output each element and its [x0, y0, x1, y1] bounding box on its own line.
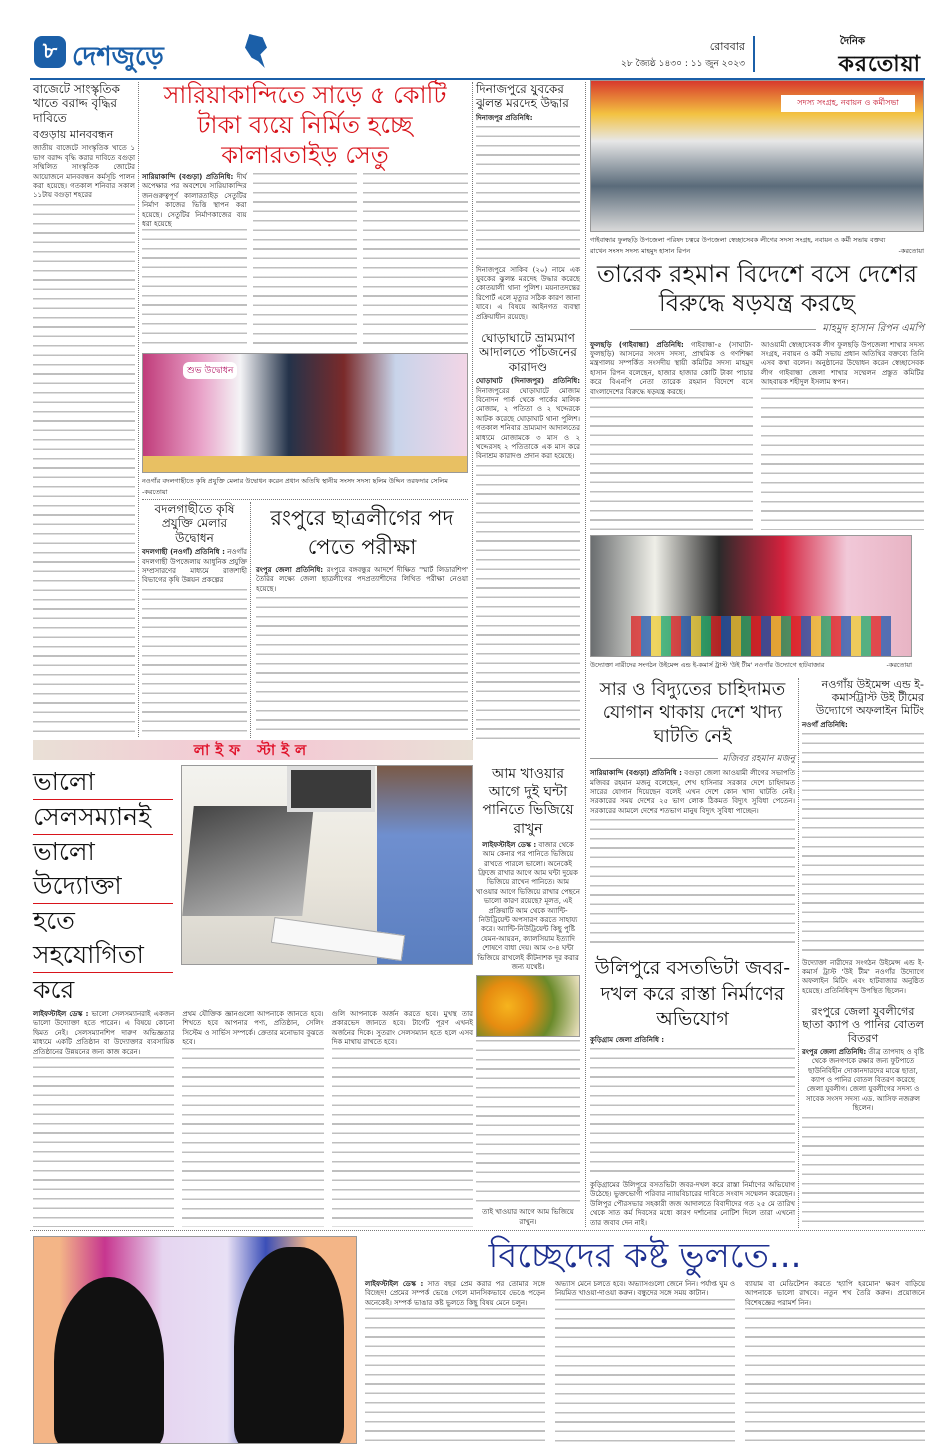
story-headline-ulipur: উলিপুরে বসতভিটা জবর-দখল করে রাস্তা নির্মাণের অভিযোগ — [594, 956, 791, 1031]
story-text-continued — [761, 388, 924, 530]
story-dateline: কুড়িগ্রাম জেলা প্রতিনিধি : — [590, 1035, 665, 1044]
story-mango — [476, 765, 580, 1227]
salesman-headline — [33, 765, 173, 1007]
story-headline: দিনাজপুরে যুবকের ঝুলন্ত মরদেহ উদ্ধার — [476, 82, 569, 111]
fulchhari-rally-photo — [590, 80, 924, 232]
story-body: দীর্ঘ অপেক্ষার পর অবশেষে সারিয়াকান্দির জনগুরুত্বপূর্ণ কালারতাইড় সেতুটির নির্মাণ কাজের ভিত্তি স্থাপন করা হয়েছে। সেতুটির নির্মাণকাজের ব্যয় ধরা হয়েছে — [142, 173, 247, 229]
story-headline: রংপুরে জেলা যুবলীগের ছাতা ক্যাপ ও পানির বোতল বিতরণ — [802, 1005, 924, 1045]
story-text-continued — [476, 465, 580, 740]
naogaon-photo-block — [590, 535, 912, 671]
story-fertilizer-body — [590, 769, 795, 816]
story-ghoraghat — [476, 331, 580, 740]
lifestyle-banner-title: লাইফ স্টাইল — [193, 741, 313, 759]
photo-banner-text: সদস্য সংগ্রহ, নবায়ন ও কর্মীসভা — [781, 95, 915, 112]
story-sariakandi — [142, 80, 468, 498]
salesman-headline-line: সেলসম্যানই — [33, 800, 173, 835]
photo-caption: নওগাঁর বদলগাছীতে কৃষি প্রযুক্তি মেলার উদ্বোধন করেন প্রধান অতিথি স্থানীয় সংসদ সদস্য ছলিম উদ্দিন তরফদার সেলিম -করতোয়া — [142, 477, 448, 496]
story-text-continued — [363, 173, 468, 350]
story-dateline: ঘোড়াঘাট (দিনাজপুর) প্রতিনিধি: — [476, 377, 580, 386]
dinajpur-ghoraghat-column — [476, 82, 580, 740]
clothes-display — [631, 616, 891, 656]
story-dateline: সারিয়াকান্দি (বগুড়া) প্রতিনিধি : — [590, 769, 682, 778]
issue-day: রোববার — [709, 40, 745, 53]
story-headline: ঘোড়াঘাটে ভ্রাম্যমাণ আদালতে পাঁচজনের কারাদণ্ড — [479, 331, 577, 374]
story-dateline: নওগাঁ প্রতিনিধি: — [802, 720, 848, 729]
story-headline: বদলগাছীতে কৃষি প্রযুক্তি মেলার উদ্বোধন — [154, 502, 235, 545]
page-header — [30, 34, 925, 80]
story-body: প্রথম যৌক্তিক জ্ঞানগুলো আপনাকে জানতে হবে। শিখতে হবে আপনার পণ্য, প্রতিষ্ঠান, সেলিং সিস্টেম ও সার্ভিস সম্পর্কে। ক্রেতার মনোভাব বুঝতে হবে। — [182, 1010, 324, 1047]
story-breakup — [365, 1236, 925, 1442]
story-text-continued — [476, 1040, 580, 1205]
story-body: ব্যায়াম বা মেডিটেশন করতে 'হ্যাপি হরমোন' ক্ষরণ বাড়িয়ে আপনাকে ভালো রাখবে। নতুন শখ তৈরি করুন। প্রয়োজনে বিশেষজ্ঞের পরামর্শ নিন। — [745, 1279, 925, 1307]
column-divider — [250, 502, 251, 738]
story-rangpur-body — [256, 566, 468, 594]
story-text-continued — [33, 204, 135, 738]
story-dateline: লাইফস্টাইল ডেস্ক : — [482, 840, 537, 849]
salesman-body — [33, 1010, 473, 1227]
story-tarek-body — [590, 341, 924, 530]
page-number-badge: ৮ — [34, 36, 66, 68]
breakup-silhouette-illustration — [33, 1236, 357, 1444]
divider — [142, 499, 468, 500]
story-dateline: দিনাজপুর প্রতিনিধি: — [476, 113, 533, 122]
photo-banner-text: শুভ উদ্বোধন — [183, 362, 237, 379]
window — [287, 766, 375, 812]
story-byline: মাহমুদ হাসান রিপন এমপি — [822, 322, 924, 334]
laptop — [182, 806, 314, 916]
salesman-headline-line: ভালো উদ্যোক্তা — [33, 835, 173, 904]
badalgachhi-fair-photo — [142, 353, 468, 473]
story-body: বাজার থেকে আম কেনার পর পানিতে ভিজিয়ে রাখতে পারলে ভালো। অনেকেই ফ্রিজে রাখার আগে আম ঘন্টা দুয়েক ভিজিয়ে রাখেন পানিতে। আম খাওয়ার আগে ভিজিয়ে রাখার পেছনে ভালো কারণ রয়েছে? মূলত, এই প্রক্রিয়াটি আম থেকে অ্যান্টি-নিউট্রিয়েন্ট অপসারণ করতে সাহায্য করে। অ্যান্টি-নিউট্রিয়েন্ট কিছু পুষ্টি যেমন-আয়রন, ক্যালসিয়াম ইত্যাদি শোষণে বাধা দেয়। আম ৩-৪ ঘন্টা ভিজিয়ে রাখলেই কীটনাশক দূর করার জন্য যথেষ্ট। — [476, 840, 580, 972]
story-badalgachhi — [142, 502, 247, 738]
story-body: সাত বছর প্রেম করার পর তোমার সঙ্গে বিচ্ছেদ! প্রেমের সম্পর্ক ভেঙে গেলে মানসিকভাবে ভেঙে পড়েন অনেকেই। সম্পর্ক ভাঙার কষ্ট ভুলতে কিছু বিষয় মেনে চলুন। — [365, 1279, 545, 1307]
story-text-continued — [256, 597, 468, 738]
story-bogura-budget — [33, 82, 135, 738]
story-body: বগুড়া জেলা আওয়ামী লীগের সভাপতি মজিবর রহমান মজনু বলেছেন, শেখ হাসিনার সরকার দেশে চাহিদামত সারের যোগান দিয়েছেন বলেই এখন দেশে কোন খাদ্য ঘাটতি নেই। সরকারের সময় দেশের ২৫ ভাগ লোক ঠিকমত বিদ্যুৎ সুবিধা পেতেন। সরকারের আমলে দেশের শতভাগ মানুষ বিদ্যুৎ সুবিধা পাচ্ছেন। — [590, 769, 796, 815]
story-headline-tarek: তারেক রহমান বিদেশে বসে দেশের বিরুদ্ধে ষড়যন্ত্র করছে — [596, 260, 918, 317]
women-entrepreneur-market-photo — [590, 535, 912, 657]
story-text-continued — [476, 126, 580, 262]
story-body: আওয়ামী স্বেচ্ছাসেবক লীগ ফুলছড়ি উপজেলা শাখার সদস্য সংগ্রহ, নবায়ন ও কর্মী সভায় প্রধান অতিথির বক্তব্যে তিনি এসব কথা বলেন। অনুষ্ঠানের উদ্বোধন করেন স্বেচ্ছাসেবক লীগ গাইবান্ধা জেলা শাখার সম্মেলন প্রস্তুত কমিটির আহবায়ক শহীদুল ইসলাম স্বপন। — [761, 340, 924, 387]
story-text-continued — [142, 229, 247, 350]
story-body: অভ্যাস মেনে চলতে হবে। অভ্যাসগুলো জেনে নিন। পর্যাপ্ত ঘুম ও নিয়মিত খাওয়া-দাওয়া করুন। বন্ধুদের সঙ্গে সময় কাটান। — [555, 1279, 735, 1298]
salesman-headline-line: করে — [33, 975, 75, 1004]
paper-name: করতোয়া — [838, 52, 921, 77]
photo-credit: -করতোয়া — [898, 247, 924, 255]
story-rangpur — [256, 504, 468, 738]
story-body: দিনাজপুরে সাকিব (২০) নামে এক যুবকের ঝুলন্ত মরদেহ উদ্ধার করেছে কোতয়ালী থানা পুলিশ। ময়নাতদন্তের রিপোর্ট এলে মৃত্যুর সঠিক কারণ জানা যাবে। এ বিষয়ে আইনগত ব্যবস্থা প্রক্রিয়াধীন রয়েছে। — [476, 265, 580, 321]
story-text-continued — [802, 1117, 924, 1228]
column-divider — [798, 678, 799, 1228]
story-tarek — [590, 80, 924, 530]
story-dateline: রংপুর জেলা প্রতিনিধি: — [802, 1047, 867, 1056]
story-byline: মজিবর রহমান মজনু — [722, 754, 795, 765]
story-dateline: রংপুর জেলা প্রতিনিধি: — [256, 565, 324, 574]
silhouette-left — [54, 1277, 164, 1444]
story-text-continued — [590, 397, 753, 530]
story-text-continued — [555, 1299, 735, 1442]
story-text-continued — [590, 1048, 795, 1178]
story-body: জাতীয় বাজেটে সাংস্কৃতিক খাতে ১ ভাগ বরাদ্দ বৃদ্ধি করার দাবিতে বগুড়া সম্মিলিত সাংস্কৃতিক জোটের আয়োজনে মানববন্ধন কর্মসূচি পালন করা হয়েছে। গতকাল শনিবার সকাল ১১টায় বগুড়া শহরের — [33, 144, 135, 200]
story-headline: আম খাওয়ার আগে দুই ঘন্টা পানিতে ভিজিয়ে রাখুন — [482, 766, 574, 837]
story-headline-rangpur: রংপুরে ছাত্রলীগের পদ পেতে পরীক্ষা — [270, 506, 454, 560]
salesman-headline-line: হতে সহযোগিতা — [33, 904, 173, 973]
bangladesh-map-icon — [245, 34, 267, 68]
salesman-headline-line: ভালো — [33, 765, 173, 800]
photo-credit: -করতোয়া — [886, 661, 912, 669]
column-divider — [138, 82, 139, 737]
story-dinajpur — [476, 82, 580, 322]
story-body: কুড়িগ্রামের উলিপুরে বসতভিটা জবর-দখল করে রাস্তা নির্মাণের অভিযোগ উঠেছে। ভুক্তভোগী পরিবার ন্যায়বিচারের দাবিতে সংবাদ সম্মেলন করেছেন। উলিপুর পৌরসভার সহকারী জজ আদালতে বিবাদীদের গত ২৫ মে তারিখ থেকে সাত কর্ম দিবসের মধ্যে কারণ দর্শানোর নোটিশ দিলে তারা এখনো তার জবাব দেন নাই। — [590, 1180, 796, 1227]
story-body: দিনাজপুরের ঘোড়াঘাটে মোজাম বিনোদন পার্ক থেকে পার্কের মালিক মোজাম, ২ পতিতা ও ২ খদ্দেরকে আটক করেছে ঘোড়াঘাট থানা পুলিশ। গতকাল শনিবার ভ্রাম্যমাণ আদালতের মাধ্যমে মোজামকে ৩ মাস ও ২ খদ্দেরসহ ২ পতিতাকে এক মাস করে বিনাশ্রম কারাদণ্ড প্রদান করা হয়েছে। — [476, 386, 580, 461]
byline-row — [590, 321, 924, 338]
story-text-continued — [33, 1057, 174, 1227]
story-body: গাইবান্ধা-৫ (সাঘাটা-ফুলছড়ি) আসনের সংসদ সদস্য, প্রাথমিক ও গণশিক্ষা মন্ত্রণালয় সম্পর্কিত সংসদীয় স্থায়ী কমিটির সদস্য মাহমুদ হাসান রিপন বলেছেন, হাজার হাজার কোটি টাকা পাচার করে বিএনপি নেতা তারেক রহমান বিদেশে বসে বাংলাদেশের বিরুদ্ধে ষড়যন্ত্র করছে। — [590, 340, 753, 396]
header-divider — [753, 36, 755, 72]
section-divider — [30, 1230, 925, 1231]
story-body: গুলি আপনাকে অর্জন করতে হবে। মুখস্থ তার প্রকারভেদ জানতে হবে। টার্গেট পূরণ এখনই অর্জনের দিকে। সুতরাং সেলসম্যান হতে হলে এসব দিক মাথায় রাখতে হবে। — [331, 1010, 473, 1047]
story-dateline: সারিয়াকান্দি (বগুড়া) প্রতিনিধি: — [142, 173, 234, 181]
story-body: উদ্যোক্তা নারীদের সংগঠন উইমেন্স এন্ড ই-কমার্স ট্রাস্ট 'উই টীম' নওগাঁর উদ্যোগে অফলাইন মিটিং এবং হাটবাজার অনুষ্ঠিত হয়েছে। প্রতিনিধিবৃন্দ উপস্থিত ছিলেন। — [802, 958, 924, 995]
byline-rule — [590, 758, 718, 759]
section-title: দেশজুড়ে — [72, 42, 164, 72]
byline-row — [590, 751, 795, 766]
lead-headline: সারিয়াকান্দিতে সাড়ে ৫ কোটি টাকা ব্যয়ে নির্মিত হচ্ছে কালারতাইড় সেতু — [163, 81, 447, 169]
column-divider — [585, 82, 586, 1227]
photo-caption: উদ্যোক্তা নারীদের সংগঠন উইমেন্স এন্ড ই-কমার্স ট্রাস্ট 'উই টীম' নওগাঁর উদ্যোগে হাটবাজার -করতোয়া — [590, 661, 912, 669]
breakup-headline: বিচ্ছেদের কষ্ট ভুলতে... — [488, 1236, 802, 1276]
story-text-continued — [365, 1308, 545, 1442]
story-body: তীব্র তাপদাহ ও বৃষ্টি থেকে জনগণকে রক্ষার জন্য ফুটপাতে ছাউনিবিহীন দোকানদারদের মাঝে ছাতা, ক্যাপ ও পানির বোতল বিতরণ করেছে জেলা যুবলীগ। জেলা যুবলীগের সদস্য ও সাবেক সংসদ সদস্য এড. আসিফ নজরুল ছিলেন। — [806, 1047, 924, 1113]
story-headline: বাজেটে সাংস্কৃতিক খাতে বরাদ্দ বৃদ্ধির দাবিতে — [33, 82, 120, 125]
story-headline: নওগাঁয় উইমেন্স এন্ড ই-কমার্সট্রাস্ট উই টীমের উদ্যোগে অফলাইন মিটিং — [815, 678, 924, 718]
story-body: ভালো সেলসম্যানরাই একজন ভালো উদ্যোক্তা হতে পারেন। এ বিষয়ে কোনো দ্বিমত নেই। সেলসম্যানশিপ দারুণ অভিজ্ঞতার মাধ্যমে একটি প্রতিষ্ঠান বা উদ্যোক্তার ব্যবসায়িক প্রতিষ্ঠানের উন্নয়নের জন্য কাজ করেন। — [33, 1010, 175, 1056]
lifestyle-left-region — [33, 765, 473, 1227]
photo-caption: গাইবান্ধার ফুলছড়ি উপজেলা পরিষদ চত্বরে উপজেলা স্বেচ্ছাসেবক লীগের সদস্য সংগ্রহ, নবায়ন ও কর্মী সভায় বক্তব্য রাখেন সংসদ সদস্য মাহমুদ হাসান রিপন -করতোয়া — [590, 236, 924, 255]
mango-photo — [476, 975, 580, 1037]
story-text-continued — [182, 1048, 323, 1227]
breakup-body — [365, 1280, 925, 1442]
story-dateline: ফুলছড়ি (গাইবান্ধা) প্রতিনিধি: — [590, 340, 684, 349]
right-column — [802, 678, 924, 1228]
story-text-continued — [253, 173, 358, 350]
fertilizer-ulipur-column — [590, 678, 795, 1228]
story-dateline: লাইফস্টাইল ডেস্ক : — [365, 1279, 424, 1288]
column-divider — [472, 82, 473, 742]
byline-rule — [630, 329, 816, 330]
story-text-continued — [802, 733, 924, 956]
story-body: রংপুরে বঙ্গবন্ধুর আদর্শে দীক্ষিত 'স্মার্ট লিডারশিপ' তৈরির লক্ষ্যে জেলা ছাত্রলীগের পদপ্রত্যাশীদের লিখিত পরীক্ষা নেওয়া হয়েছে। — [256, 565, 468, 593]
man-writing-laptop-photo — [181, 765, 473, 965]
story-body-end: তাই খাওয়ার আগে আম ভিজিয়ে রাখুন। — [482, 1208, 574, 1226]
lifestyle-banner — [33, 740, 473, 760]
story-headline-fertilizer: সার ও বিদ্যুতের চাহিদামত যোগান থাকায় দেশে খাদ্য ঘাটতি নেই — [599, 679, 786, 747]
issue-date: ২৮ জ্যৈষ্ঠ ১৪৩০ : ১১ জুন ২০২৩ — [621, 59, 745, 69]
story-body: নওগাঁর বদলগাছী উপজেলায় আধুনিক প্রযুক্তি সম্প্রসারণের মাধ্যমে রাজশাহী বিভাগের কৃষি উন্নয়ন প্রকল্পের — [142, 548, 247, 585]
story-sariakandi-body — [142, 173, 468, 350]
story-text-continued — [332, 1048, 473, 1227]
story-text-continued — [590, 819, 795, 949]
story-text-continued — [745, 1308, 925, 1442]
silhouette-right — [234, 1247, 344, 1444]
story-subheadline: বগুড়ায় মানববন্ধন — [33, 128, 114, 142]
story-dateline: বদলগাছী (নওগাঁ) প্রতিনিধি : — [142, 548, 225, 557]
story-text-continued — [142, 589, 247, 738]
story-dateline: লাইফস্টাইল ডেস্ক : — [33, 1010, 89, 1018]
paper-name-small: দৈনিক — [839, 36, 865, 47]
stage-table — [143, 456, 467, 472]
